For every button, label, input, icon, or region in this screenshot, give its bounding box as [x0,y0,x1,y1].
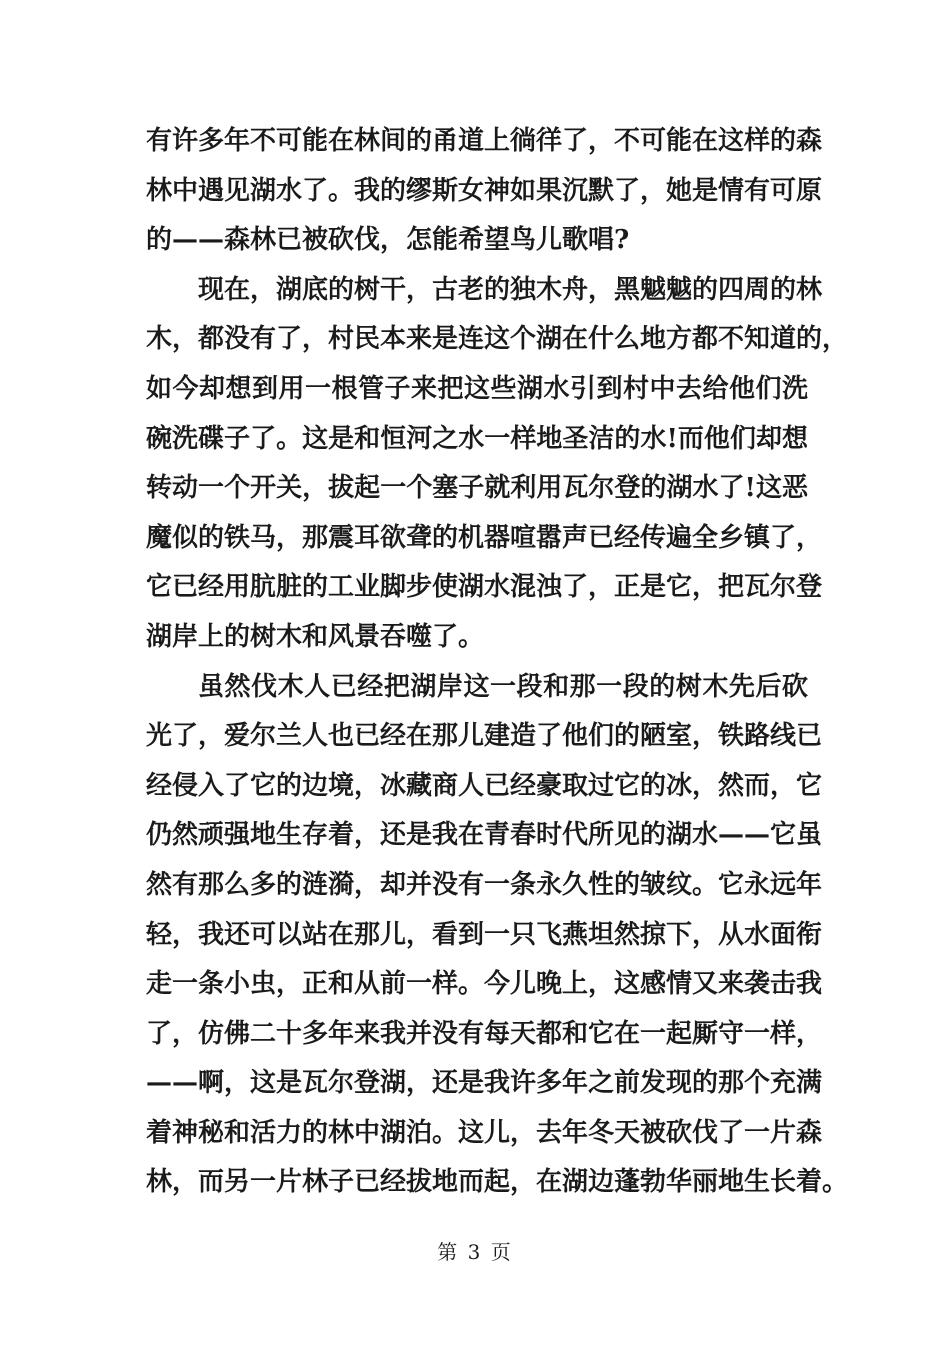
text-line: 轻，我还可以站在那儿，看到一只飞燕坦然掠下，从水面衔 [146,919,823,950]
text-line: 然有那么多的涟漪，却并没有一条永久性的皱纹。它永远年 [146,869,823,900]
text-line: 湖岸上的树木和风景吞噬了。 [146,621,485,652]
text-line: 仍然顽强地生存着，还是我在青春时代所见的湖水——它虽 [146,820,823,851]
text-line: 木，都没有了，村民本来是连这个湖在什么地方都不知道的， [146,324,849,355]
paragraph [146,117,823,266]
paragraph [146,266,849,663]
text-line: 有许多年不可能在林间的甬道上徜徉了，不可能在这样的森 [146,126,823,156]
text-line: 林，而另一片林子已经拔地而起，在湖边蓬勃华丽地生长着。 [146,1167,849,1198]
text-line: 林中遇见湖水了。我的缪斯女神如果沉默了，她是情有可原 [146,175,823,206]
text-line: 了，仿佛二十多年来我并没有每天都和它在一起厮守一样， [146,1018,823,1049]
text-line: 魔似的铁马，那震耳欲聋的机器喧嚣声已经传遍全乡镇了， [146,522,823,553]
text-line: 碗洗碟子了。这是和恒河之水一样地圣洁的水!而他们却想 [146,423,808,454]
paragraph [146,663,849,1209]
page-number: 第 3 页 [437,1240,513,1264]
text-line: 如今却想到用一根管子来把这些湖水引到村中去给他们洗 [146,373,808,404]
text-line: 转动一个开关，拔起一个塞子就利用瓦尔登的湖水了!这恶 [146,473,808,504]
text-line: 走一条小虫，正和从前一样。今儿晚上，这感情又来袭击我 [146,969,823,1000]
text-line: 虽然伐木人已经把湖岸这一段和那一段的树木先后砍 [198,671,808,702]
text-line: ——啊，这是瓦尔登湖，还是我许多年之前发现的那个充满 [146,1068,823,1099]
text-line: 光了，爱尔兰人也已经在那儿建造了他们的陋室，铁路线已 [146,721,823,752]
text-line: 经侵入了它的边境，冰藏商人已经豪取过它的冰，然而，它 [146,770,823,801]
text-line: 的——森林已被砍伐，怎能希望鸟儿歌唱? [146,225,630,256]
body-text [146,117,849,1208]
text-line: 现在，湖底的树干，古老的独木舟，黑魆魆的四周的林 [198,274,823,305]
text-line: 它已经用肮脏的工业脚步使湖水混浊了，正是它，把瓦尔登 [146,572,823,603]
text-line: 着神秘和活力的林中湖泊。这儿，去年冬天被砍伐了一片森 [146,1117,823,1148]
